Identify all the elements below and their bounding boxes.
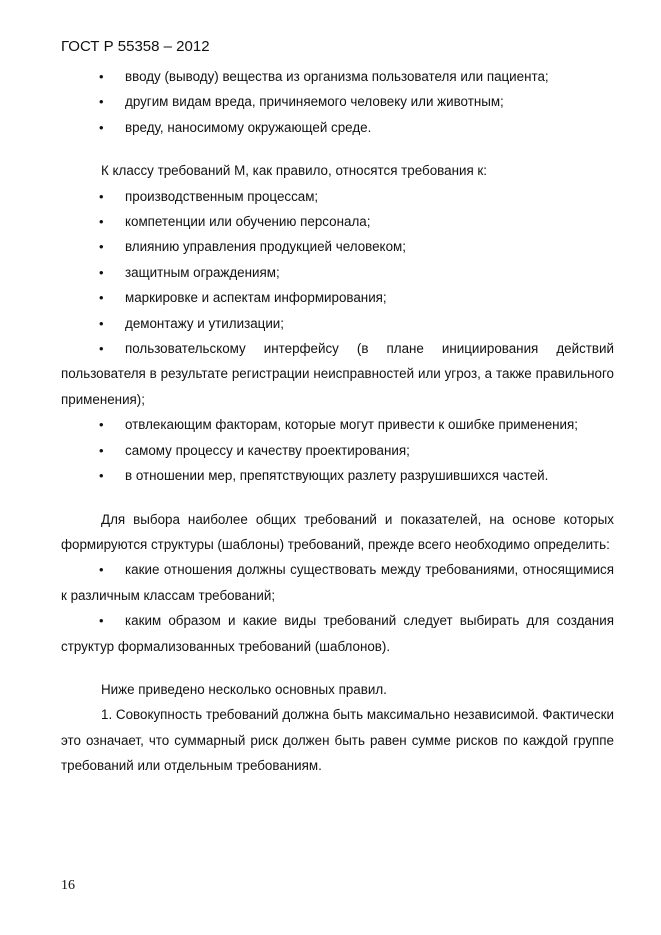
list-item: • производственным процессам; [61, 184, 614, 209]
bullet-icon: • [99, 468, 104, 484]
list-item: • защитным ограждениям; [61, 260, 614, 285]
list-item: • в отношении мер, препятствующих разлету разрушившихся частей. [61, 463, 614, 488]
list-item: • демонтажу и утилизации; [61, 311, 614, 336]
rules-intro: Ниже приведено несколько основных правил. [101, 681, 387, 697]
list-item: • самому процессу и качеству проектирования; [61, 438, 614, 463]
bullet-icon: • [99, 442, 104, 458]
list-item: • другим видам вреда, причиняемого человеку или животным; [61, 89, 614, 114]
bullet-icon: • [99, 94, 104, 110]
bullet-icon: • [99, 69, 104, 84]
bullet-icon: • [99, 264, 104, 280]
list-item: • маркировке и аспектам информирования; [61, 285, 614, 310]
selection-paragraph: Для выбора наиболее общих требований и показателей, на основе которых формируются структуры (шаблоны) требований, прежде всего необходимо определить: [61, 511, 614, 552]
document-header: ГОСТ Р 55358 – 2012 [61, 38, 210, 55]
rule-1: 1. Совокупность требований должна быть максимально независимой. Фактически это означает, что суммарный риск должен быть равен сумме рисков по каждой группе требований или отдельным требованиям. [61, 707, 614, 774]
list-item: • каким образом и какие виды требований следует выбирать для создания структур формализованных требований (шаблонов). [61, 608, 614, 659]
list-item: • компетенции или обучению персонала; [61, 209, 614, 234]
bullet-icon: • [99, 119, 104, 135]
list-item: • какие отношения должны существовать между требованиями, относящимися к различным классам требований; [61, 557, 614, 608]
page-body [61, 64, 614, 779]
bullet-icon: • [99, 341, 104, 357]
bullet-icon: • [99, 562, 104, 578]
bullet-icon: • [99, 290, 104, 306]
list-item: • отвлекающим факторам, которые могут привести к ошибке применения; [61, 412, 614, 437]
bullet-icon: • [99, 188, 104, 204]
class-m-intro: К классу требований М, как правило, относятся требования к: [101, 163, 487, 179]
bullet-icon: • [99, 214, 104, 230]
list-item: • вводу (выводу) вещества из организма пользователя или пациента; [61, 64, 614, 89]
bullet-icon: • [99, 613, 104, 629]
list-item: • влиянию управления продукцией человеком; [61, 234, 614, 259]
list-item: • пользовательскому интерфейсу (в плане инициирования действий пользователя в результате регистрации неисправностей или угроз, а также правильного применения); [61, 336, 614, 412]
bullet-icon: • [99, 417, 104, 433]
bullet-icon: • [99, 315, 104, 331]
bullet-icon: • [99, 239, 104, 255]
page-number: 16 [61, 878, 75, 893]
list-item: • вреду, наносимому окружающей среде. [61, 115, 614, 140]
